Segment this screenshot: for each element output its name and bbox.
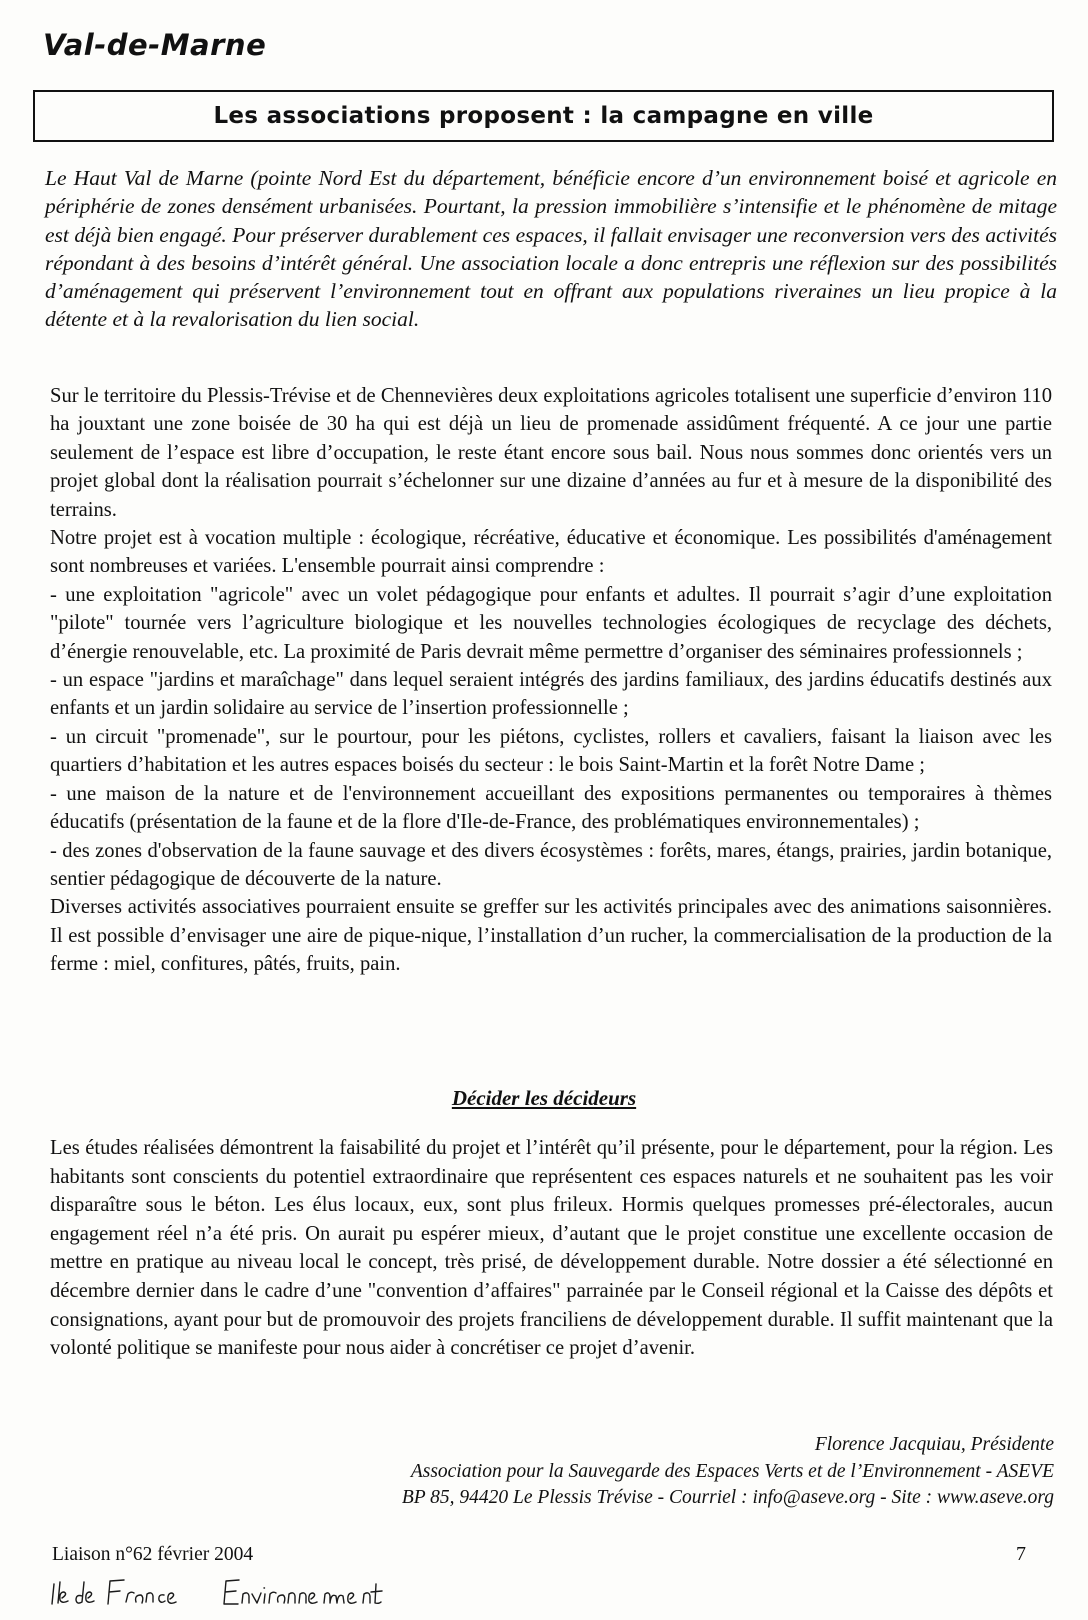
signature-block (154, 1432, 1054, 1512)
handwritten-annotation (48, 1572, 468, 1612)
signature-association: Association pour la Sauvegarde des Espaces Verts et de l’Environnement - ASEVE (410, 1460, 1054, 1482)
intro-paragraph: Le Haut Val de Marne (pointe Nord Est du département, bénéficie encore d’un environnement boisé et agricole en périphérie de zones densément urbanisées. Pourtant, la pression immobilière s’intensifie et le phénomène de mitage est déjà bien engagé. Pour préserver durablement ces espaces, il fallait envisager une reconversion vers des activités répondant à des besoins d’intérêt général. Une association locale a donc entrepris une réflexion sur des possibilités d’aménagement qui préservent l’environnement tout en offrant aux populations riveraines un lieu propice à la détente et à la revalorisation du lien social. (45, 166, 1057, 332)
body-paragraph-3: Diverses activités associatives pourraient ensuite se greffer sur les activités principales avec des animations saisonnières. Il est possible d’envisager une aire de pique-nique, l’installation d’un rucher, la commercialisation de la production de la ferme : miel, confitures, pâtés, fruits, pain. (50, 896, 1052, 976)
publication-info: Liaison n°62 février 2004 (52, 1544, 254, 1565)
list-item-gardens: - un espace "jardins et maraîchage" dans lequel seraient intégrés des jardins familiaux, des jardins éducatifs destinés aux enfants et un jardin solidaire au service de l’insertion professionnelle ; (50, 669, 1052, 720)
signature-contact: BP 85, 94420 Le Plessis Trévise - Courriel : info@aseve.org - Site : www.aseve.org (401, 1487, 1054, 1508)
signature-name: Florence Jacquiau, Présidente (814, 1434, 1054, 1455)
region-heading: Val-de-Marne (43, 28, 267, 62)
article-title: Les associations proposent : la campagne en ville (213, 103, 874, 129)
article-title-box (33, 90, 1054, 142)
page-number: 7 (1016, 1543, 1026, 1565)
list-item-farm: - une exploitation "agricole" avec un volet pédagogique pour enfants et adultes. Il pourrait s’agir d’une exploitation "pilote" tournée vers l’agriculture biologique et les nouvelles technologies écologiques de recyclage des déchets, d’énergie renouvelable, etc. La proximité de Paris devrait même permettre d’organiser des séminaires professionnels ; (50, 583, 1052, 663)
section-heading: Décider les décideurs (451, 1086, 637, 1110)
list-item-observation: - des zones d'observation de la faune sauvage et des divers écosystèmes : forêts, mares, étangs, prairies, jardin botanique, sentier pédagogique de découverte de la nature. (50, 839, 1052, 890)
list-item-promenade: - un circuit "promenade", sur le pourtour, pour les piétons, cyclistes, rollers et cavaliers, faisant la liaison avec les quartiers d’habitation et les autres espaces boisés du secteur : le bois Saint-Martin et la forêt Notre Dame ; (50, 725, 1052, 777)
body-paragraph-1: Sur le territoire du Plessis-Trévise et de Chennevières deux exploitations agricoles totalisent une superficie d’environ 110 ha jouxtant une zone boisée de 30 ha qui est déjà un lieu de promenade assidûment fréquenté. A ce jour une partie seulement de l’espace est libre d’occupation, le reste étant encore sous bail. Nous nous sommes donc orientés vers un projet global dont la réalisation pourrait s’échelonner sur une dizaine d’années au fur et à mesure de la disponibilité des terrains. (50, 385, 1052, 521)
article-body (50, 382, 1052, 979)
body-paragraph-2: Notre projet est à vocation multiple : écologique, récréative, éducative et économique. Les possibilités d'aménagement sont nombreuses et variées. L'ensemble pourrait ainsi comprendre : (50, 527, 1052, 578)
list-item-nature-house: - une maison de la nature et de l'environnement accueillant des expositions permanentes ou temporaires à thèmes éducatifs (présentation de la faune et de la flore d'Ile-de-France, des problématiques environnementales) ; (50, 782, 1052, 834)
conclusion-paragraph: Les études réalisées démontrent la faisabilité du projet et l’intérêt qu’il présente, pour le département, pour la région. Les habitants sont conscients du potentiel extraordinaire que représentent ces espaces naturels et ne souhaitent pas les voir disparaître sous le béton. Les élus locaux, eux, sont plus frileux. Hormis quelques promesses pré-électorales, aucun engagement réel n’a été pris. On aurait pu espérer mieux, d’autant que le projet constitue une excellente occasion de mettre en pratique au niveau local le concept, très prisé, de développement durable. Notre dossier a été sélectionné en décembre dernier dans le cadre d’une "convention d’affaires" parrainée par le Conseil régional et la Caisse des dépôts et consignations, ayant pour but de promouvoir des projets franciliens de développement durable. Il suffit maintenant que la volonté politique se manifeste pour nous aider à concrétiser ce projet d’avenir. (50, 1137, 1053, 1360)
